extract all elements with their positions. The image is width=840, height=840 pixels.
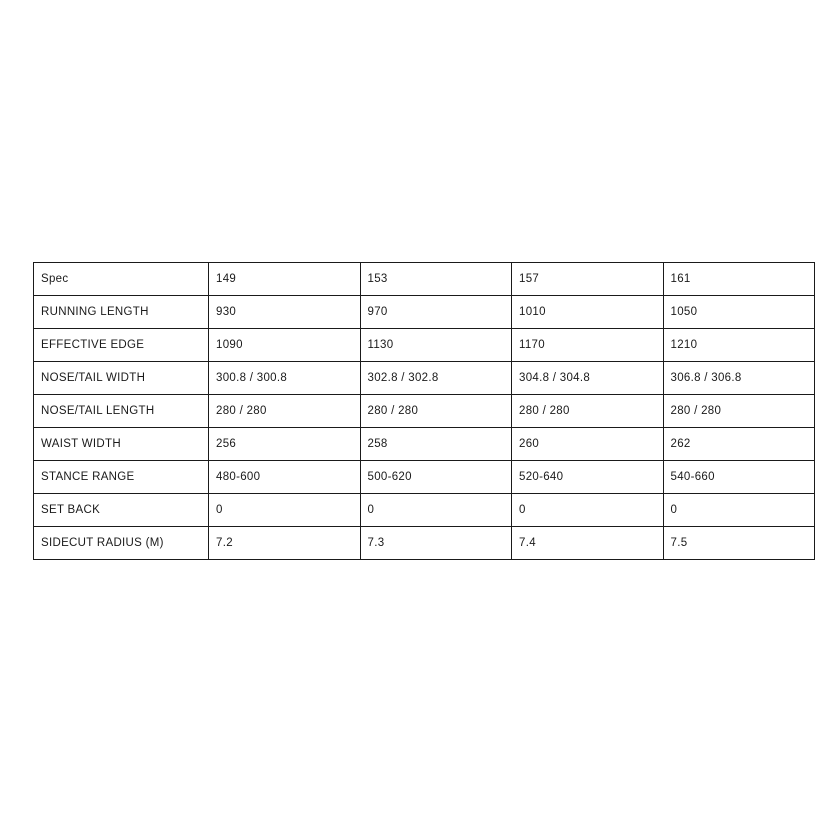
table-cell: 256: [209, 428, 361, 461]
row-label: STANCE RANGE: [34, 461, 209, 494]
table-row: [34, 527, 815, 560]
table-cell: 0: [512, 494, 664, 527]
table-cell: 280 / 280: [512, 395, 664, 428]
header-cell-spec: Spec: [34, 263, 209, 296]
table-row: [34, 329, 815, 362]
table-cell: 930: [209, 296, 361, 329]
table-cell: 1090: [209, 329, 361, 362]
spec-table: [33, 262, 815, 560]
table-cell: 262: [663, 428, 815, 461]
table-row: [34, 494, 815, 527]
table-row: [34, 395, 815, 428]
header-cell-size: 153: [360, 263, 512, 296]
table-cell: 258: [360, 428, 512, 461]
table-cell: 480-600: [209, 461, 361, 494]
table-row: [34, 362, 815, 395]
header-cell-size: 161: [663, 263, 815, 296]
row-label: WAIST WIDTH: [34, 428, 209, 461]
table-cell: 7.5: [663, 527, 815, 560]
row-label: SIDECUT RADIUS (M): [34, 527, 209, 560]
table-cell: 306.8 / 306.8: [663, 362, 815, 395]
table-cell: 540-660: [663, 461, 815, 494]
table-row: [34, 461, 815, 494]
table-cell: 0: [209, 494, 361, 527]
table-cell: 260: [512, 428, 664, 461]
table-cell: 300.8 / 300.8: [209, 362, 361, 395]
table-cell: 7.3: [360, 527, 512, 560]
table-row: [34, 428, 815, 461]
table-cell: 302.8 / 302.8: [360, 362, 512, 395]
table-cell: 1050: [663, 296, 815, 329]
table-cell: 280 / 280: [360, 395, 512, 428]
header-cell-size: 157: [512, 263, 664, 296]
row-label: RUNNING LENGTH: [34, 296, 209, 329]
table-cell: 7.4: [512, 527, 664, 560]
table-row: [34, 296, 815, 329]
table-cell: 0: [663, 494, 815, 527]
table-cell: 970: [360, 296, 512, 329]
row-label: NOSE/TAIL LENGTH: [34, 395, 209, 428]
table-header-row: [34, 263, 815, 296]
table-cell: 1010: [512, 296, 664, 329]
table-cell: 520-640: [512, 461, 664, 494]
table-cell: 280 / 280: [663, 395, 815, 428]
table-cell: 1170: [512, 329, 664, 362]
table-cell: 500-620: [360, 461, 512, 494]
table-cell: 1210: [663, 329, 815, 362]
header-cell-size: 149: [209, 263, 361, 296]
row-label: EFFECTIVE EDGE: [34, 329, 209, 362]
table-cell: 280 / 280: [209, 395, 361, 428]
row-label: NOSE/TAIL WIDTH: [34, 362, 209, 395]
table-cell: 1130: [360, 329, 512, 362]
table-cell: 304.8 / 304.8: [512, 362, 664, 395]
row-label: SET BACK: [34, 494, 209, 527]
table-cell: 7.2: [209, 527, 361, 560]
table-cell: 0: [360, 494, 512, 527]
